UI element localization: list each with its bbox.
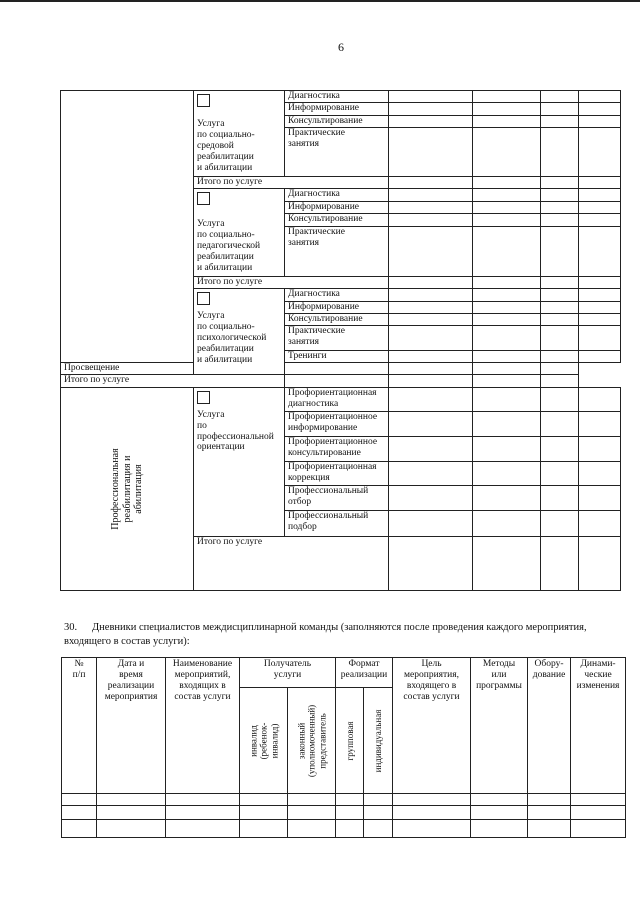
value-cell[interactable] (541, 201, 579, 214)
value-cell[interactable] (389, 91, 473, 103)
value-cell[interactable] (579, 461, 621, 486)
value-cell[interactable] (579, 177, 621, 189)
value-cell[interactable] (389, 127, 473, 176)
value-cell[interactable] (579, 326, 621, 351)
value-cell[interactable] (473, 461, 541, 486)
col-header-num: № п/п (62, 658, 97, 794)
value-cell[interactable] (541, 350, 579, 362)
total-label: Итого по услуге (194, 537, 389, 591)
value-cell[interactable] (541, 226, 579, 276)
value-cell[interactable] (541, 436, 579, 461)
value-cell[interactable] (473, 375, 541, 387)
value-cell[interactable] (541, 387, 579, 412)
value-cell[interactable] (389, 363, 473, 375)
value-cell[interactable] (579, 127, 621, 176)
value-cell[interactable] (473, 226, 541, 276)
services-table (60, 90, 621, 591)
value-cell[interactable] (285, 363, 389, 375)
col-header-equipment: Обору- дование (528, 658, 571, 794)
value-cell[interactable] (389, 486, 473, 511)
page-number: 6 (338, 40, 344, 54)
value-cell[interactable] (389, 277, 473, 289)
activity-cell: Диагностика (285, 289, 389, 301)
table-row (62, 820, 626, 838)
value-cell[interactable] (541, 537, 579, 591)
value-cell[interactable] (473, 412, 541, 437)
service-checkbox[interactable] (197, 391, 210, 404)
service-checkbox[interactable] (197, 94, 210, 107)
value-cell[interactable] (541, 91, 579, 103)
activity-cell: Информирование (285, 103, 389, 115)
value-cell[interactable] (389, 289, 473, 301)
value-cell[interactable] (541, 103, 579, 115)
activity-cell: Диагностика (285, 91, 389, 103)
value-cell[interactable] (579, 313, 621, 325)
col-header-format-individual: индивидуальная (364, 688, 393, 794)
col-header-date: Дата и время реализации мероприятия (97, 658, 166, 794)
value-cell[interactable] (389, 177, 473, 189)
value-cell[interactable] (389, 436, 473, 461)
value-cell[interactable] (541, 313, 579, 325)
value-cell[interactable] (579, 103, 621, 115)
service-cell (194, 189, 285, 277)
value-cell[interactable] (389, 537, 473, 591)
service-label: Услуга по профессиональной ориентации (197, 409, 274, 453)
value-cell[interactable] (473, 103, 541, 115)
value-cell[interactable] (579, 289, 621, 301)
section-30 (64, 621, 624, 648)
value-cell[interactable] (473, 127, 541, 176)
value-cell[interactable] (579, 115, 621, 127)
activity-cell: Диагностика (285, 189, 389, 202)
col-header-methods: Методы или программы (471, 658, 528, 794)
top-rule (0, 0, 640, 2)
col-header-recipient-disabled: инвалид (ребенок-инвалид) (240, 688, 288, 794)
col-header-format-group: групповая (336, 688, 364, 794)
col-header-dynamics: Динами- ческие изменения (571, 658, 626, 794)
value-cell[interactable] (473, 301, 541, 313)
value-cell[interactable] (473, 363, 541, 375)
value-cell[interactable] (541, 115, 579, 127)
category-label: Профессиональная реабилитация и абилитация (109, 448, 144, 530)
value-cell[interactable] (541, 127, 579, 176)
value-cell[interactable] (541, 177, 579, 189)
value-cell[interactable] (541, 301, 579, 313)
value-cell[interactable] (473, 436, 541, 461)
value-cell[interactable] (541, 277, 579, 289)
activity-cell: Практические занятия (285, 326, 389, 351)
value-cell[interactable] (541, 375, 579, 387)
value-cell[interactable] (389, 375, 473, 387)
value-cell[interactable] (579, 436, 621, 461)
service-checkbox[interactable] (197, 192, 210, 205)
value-cell[interactable] (389, 301, 473, 313)
activity-cell: Профориентационное консультирование (285, 436, 389, 461)
service-checkbox[interactable] (197, 292, 210, 305)
value-cell[interactable] (473, 201, 541, 214)
value-cell[interactable] (473, 115, 541, 127)
activity-cell: Консультирование (285, 214, 389, 227)
value-cell[interactable] (579, 350, 621, 362)
value-cell[interactable] (389, 387, 473, 412)
value-cell[interactable] (389, 214, 473, 227)
value-cell[interactable] (473, 214, 541, 227)
value-cell[interactable] (541, 510, 579, 537)
value-cell[interactable] (473, 177, 541, 189)
value-cell[interactable] (389, 510, 473, 537)
value-cell[interactable] (389, 326, 473, 351)
value-cell[interactable] (473, 350, 541, 362)
activity-cell: Профессиональный отбор (285, 486, 389, 511)
value-cell[interactable] (579, 214, 621, 227)
value-cell[interactable] (389, 313, 473, 325)
value-cell[interactable] (389, 461, 473, 486)
value-cell[interactable] (389, 103, 473, 115)
activity-cell: Практические занятия (285, 226, 389, 276)
col-header-recipient: Получатель услуги (240, 658, 336, 688)
activity-cell: Просвещение (61, 363, 194, 375)
value-cell[interactable] (579, 412, 621, 437)
value-cell[interactable] (541, 289, 579, 301)
value-cell[interactable] (579, 537, 621, 591)
activity-cell: Консультирование (285, 115, 389, 127)
service-label: Услуга по социально- психологической реабилитации и абилитации (197, 311, 267, 365)
value-cell[interactable] (473, 313, 541, 325)
value-cell[interactable] (541, 412, 579, 437)
section-text: Дневники специалистов междисциплинарной команды (заполняются после проведения каждого мероприятия, входящего в состав услуги): (64, 622, 587, 647)
value-cell[interactable] (579, 277, 621, 289)
value-cell[interactable] (473, 289, 541, 301)
total-label: Итого по услуге (194, 177, 389, 189)
value-cell[interactable] (473, 510, 541, 537)
service-cell (194, 289, 285, 375)
activity-cell: Профориентационная диагностика (285, 387, 389, 412)
table-row (62, 794, 626, 806)
value-cell[interactable] (389, 350, 473, 362)
activity-cell: Профориентационная коррекция (285, 461, 389, 486)
value-cell[interactable] (579, 226, 621, 276)
value-cell[interactable] (541, 461, 579, 486)
value-cell[interactable] (473, 189, 541, 202)
activity-cell: Информирование (285, 201, 389, 214)
value-cell[interactable] (579, 189, 621, 202)
activity-cell: Практические занятия (285, 127, 389, 176)
table-row (61, 387, 621, 412)
table-row (61, 363, 621, 375)
value-cell[interactable] (473, 277, 541, 289)
activity-cell: Консультирование (285, 313, 389, 325)
activity-cell: Профессиональный подбор (285, 510, 389, 537)
value-cell[interactable] (473, 486, 541, 511)
activity-cell: Информирование (285, 301, 389, 313)
category-cell-professional (61, 387, 194, 590)
total-label: Итого по услуге (61, 375, 285, 387)
total-row (61, 375, 621, 387)
value-cell[interactable] (541, 326, 579, 351)
value-cell[interactable] (389, 226, 473, 276)
table-row (61, 91, 621, 103)
value-cell[interactable] (541, 214, 579, 227)
value-cell[interactable] (285, 375, 389, 387)
service-cell (194, 91, 285, 177)
category-cell-social (61, 91, 194, 363)
col-header-name: Наименование мероприятий, входящих в состав услуги (166, 658, 240, 794)
value-cell[interactable] (541, 363, 579, 375)
value-cell[interactable] (473, 387, 541, 412)
col-header-recipient-representative: законный (уполномоченный) представитель (288, 688, 336, 794)
value-cell[interactable] (579, 201, 621, 214)
value-cell[interactable] (541, 189, 579, 202)
activity-cell: Тренинги (285, 350, 389, 362)
value-cell[interactable] (389, 189, 473, 202)
activity-cell: Профориентационное информирование (285, 412, 389, 437)
value-cell[interactable] (541, 486, 579, 511)
total-label: Итого по услуге (194, 277, 389, 289)
value-cell[interactable] (389, 201, 473, 214)
section-number: 30. (64, 622, 78, 633)
service-cell (194, 387, 285, 537)
value-cell[interactable] (579, 387, 621, 412)
col-header-format: Формат реализации (336, 658, 393, 688)
value-cell[interactable] (579, 486, 621, 511)
value-cell[interactable] (579, 91, 621, 103)
value-cell[interactable] (473, 537, 541, 591)
col-header-goal: Цель мероприятия, входящего в состав услуги (393, 658, 471, 794)
table-row (62, 806, 626, 820)
service-label: Услуга по социально- педагогической реабилитации и абилитации (197, 219, 261, 274)
value-cell[interactable] (579, 510, 621, 537)
service-label: Услуга по социально- средовой реабилитации и абилитации (197, 118, 255, 173)
value-cell[interactable] (389, 412, 473, 437)
value-cell[interactable] (579, 301, 621, 313)
value-cell[interactable] (473, 326, 541, 351)
value-cell[interactable] (473, 91, 541, 103)
diary-table (61, 657, 626, 838)
value-cell[interactable] (389, 115, 473, 127)
